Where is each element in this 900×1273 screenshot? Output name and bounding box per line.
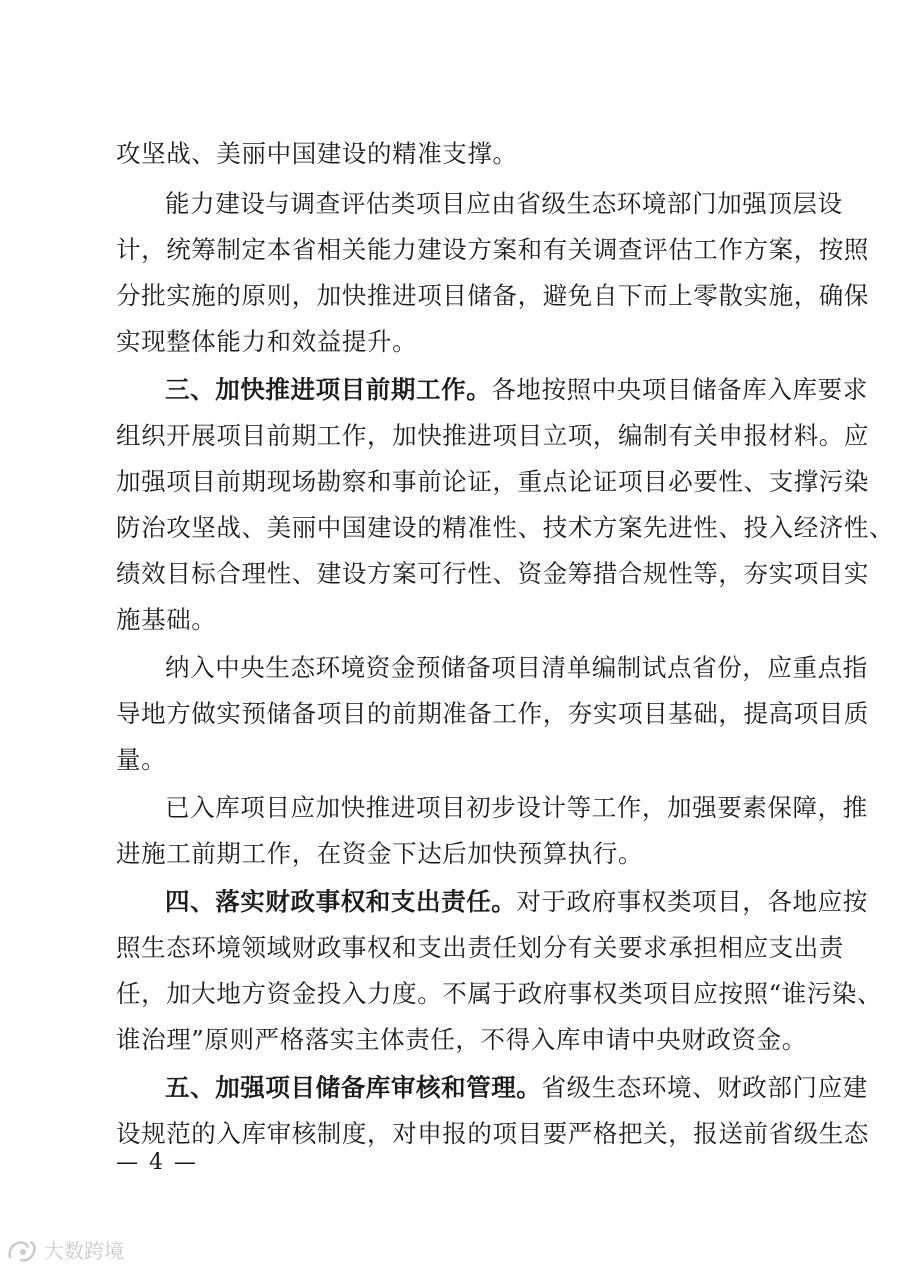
text-line-19: 任，加大地方资金投入力度。不属于政府事权类项目应按照“谁污染、 xyxy=(116,979,883,1008)
text-line-12: 纳入中央生态环境资金预储备项目清单编制试点省份，应重点指 xyxy=(165,653,868,682)
section-3-text: 各地按照中央项目储备库入库要求 xyxy=(491,375,868,404)
text-line-16: 进施工前期工作，在资金下达后加快预算执行。 xyxy=(116,839,644,868)
section-5-heading: 五、加强项目储备库审核和管理。 xyxy=(165,1073,542,1102)
watermark-logo-icon xyxy=(6,1238,40,1264)
text-line-7: 组织开展项目前期工作，加快推进项目立项，编制有关申报材料。应 xyxy=(116,421,869,450)
text-line-13: 导地方做实预储备项目的前期准备工作，夯实项目基础，提高项目质 xyxy=(116,699,869,728)
text-line-15: 已入库项目应加快推进项目初步设计等工作，加强要素保障，推 xyxy=(165,793,868,822)
text-line-5: 实现整体能力和效益提升。 xyxy=(116,327,418,356)
section-3-heading: 三、加快推进项目前期工作。 xyxy=(165,375,492,404)
text-line-22: 设规范的入库审核制度，对申报的项目要严格把关，报送前省级生态 xyxy=(116,1119,869,1148)
text-line-18: 照生态环境领域财政事权和支出责任划分有关要求承担相应支出责 xyxy=(116,933,844,962)
text-line-9: 防治攻坚战、美丽中国建设的精准性、技术方案先进性、投入经济性、 xyxy=(116,513,895,542)
section-4-first-line xyxy=(165,887,868,917)
text-line-20: 谁治理”原则严格落实主体责任，不得入库申请中央财政资金。 xyxy=(116,1025,807,1054)
watermark xyxy=(6,1238,124,1264)
section-4-heading: 四、落实财政事权和支出责任。 xyxy=(165,887,517,916)
text-line-4: 分批实施的原则，加快推进项目储备，避免自下而上零散实施，确保 xyxy=(116,281,869,310)
watermark-text: 大数跨境 xyxy=(44,1239,124,1263)
section-5-text: 省级生态环境、财政部门应建 xyxy=(541,1073,868,1102)
section-4-text: 对于政府事权类项目，各地应按 xyxy=(516,887,868,916)
text-line-8: 加强项目前期现场勘察和事前论证，重点论证项目必要性、支撑污染 xyxy=(116,467,869,496)
text-line-14: 量。 xyxy=(116,745,167,774)
section-3-first-line xyxy=(165,375,868,405)
text-line-10: 绩效目标合理性、建设方案可行性、资金筹措合规性等，夯实项目实 xyxy=(116,559,869,588)
text-line-1: 攻坚战、美丽中国建设的精准支撑。 xyxy=(116,139,518,168)
text-line-2: 能力建设与调查评估类项目应由省级生态环境部门加强顶层设 xyxy=(165,189,843,218)
page-number: — 4 — xyxy=(116,1150,198,1175)
section-5-first-line xyxy=(165,1073,868,1103)
text-line-3: 计，统筹制定本省相关能力建设方案和有关调查评估工作方案，按照 xyxy=(116,235,869,264)
text-line-11: 施基础。 xyxy=(116,605,217,634)
